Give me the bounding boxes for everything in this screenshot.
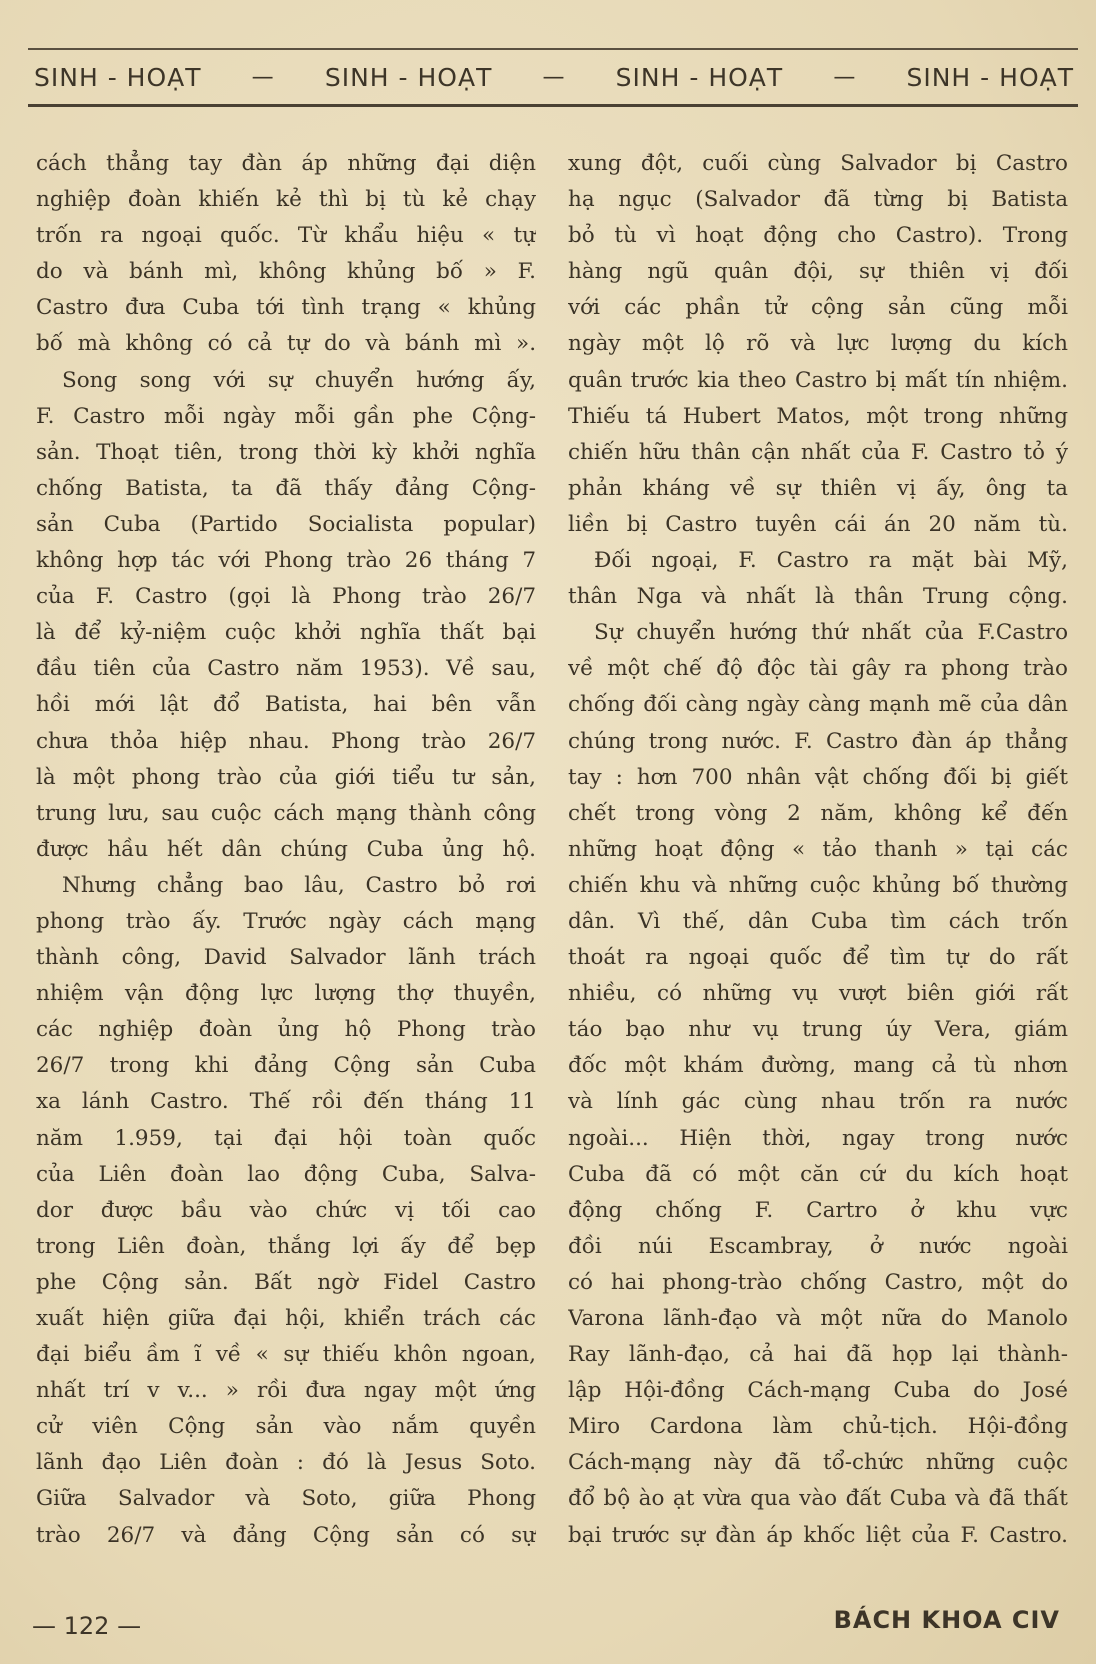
running-header — [34, 60, 1074, 94]
text-line: nhất trí v v... » rồi đưa ngay một ứng — [36, 1378, 536, 1404]
text-line: chết trong vòng 2 năm, không kể đến — [568, 800, 1068, 826]
text-line: dor được bầu vào chức vị tối cao — [36, 1197, 536, 1223]
header-dash: — — [833, 64, 857, 90]
header-item: SINH - HOẠT — [906, 62, 1074, 92]
text-line: hàng ngũ quân đội, sự thiên vị đối — [568, 259, 1068, 285]
text-line: cách thẳng tay đàn áp những đại diện — [36, 151, 536, 176]
text-line: Cách-mạng này đã tổ-chức những cuộc — [568, 1450, 1068, 1476]
text-line: Sự chuyển hướng thứ nhất của F.Castro — [594, 620, 1068, 646]
text-line: phe Cộng sản. Bất ngờ Fidel Castro — [36, 1269, 536, 1295]
text-line: thân Nga và nhất là thân Trung cộng. — [568, 584, 1068, 610]
text-line: phản kháng về sự thiên vị ấy, ông ta — [568, 475, 1068, 501]
text-line: là một phong trào của giới tiểu tư sản, — [36, 764, 536, 790]
text-line: phong trào ấy. Trước ngày cách mạng — [36, 908, 536, 934]
text-line: trào 26/7 và đảng Cộng sản có sự — [36, 1522, 536, 1548]
header-item: SINH - HOẠT — [615, 62, 784, 92]
text-line: sản Cuba (Partido Socialista popular) — [36, 511, 536, 537]
header-item: SINH - HOẠT — [34, 62, 202, 92]
text-line: do và bánh mì, không khủng bố » F. — [36, 259, 536, 285]
right-column — [568, 146, 1068, 1554]
text-line: Ray lãnh-đạo, cả hai đã họp lại thành- — [568, 1342, 1068, 1368]
text-line: chiến hữu thân cận nhất của F. Castro tỏ ý — [568, 439, 1068, 465]
text-line: và lính gác cùng nhau trốn ra nước — [568, 1089, 1068, 1115]
text-line: chưa thỏa hiệp nhau. Phong trào 26/7 — [36, 728, 536, 754]
text-line: xung đột, cuối cùng Salvador bị Castro — [568, 151, 1068, 176]
text-line: sản. Thoạt tiên, trong thời kỳ khởi nghĩa — [36, 439, 536, 465]
header-dash: — — [251, 64, 275, 90]
text-line: những hoạt động « tảo thanh » tại các — [568, 836, 1068, 862]
text-line: 26/7 trong khi đảng Cộng sản Cuba — [36, 1053, 536, 1079]
text-line: năm 1.959, tại đại hội toàn quốc — [36, 1125, 536, 1151]
header-dash: — — [542, 64, 566, 90]
text-line: đại biểu ầm ĩ về « sự thiếu khôn ngoan, — [36, 1342, 536, 1368]
text-line: các nghiệp đoàn ủng hộ Phong trào — [36, 1017, 536, 1043]
text-line: là để kỷ-niệm cuộc khởi nghĩa thất bại — [36, 620, 536, 646]
text-line: đốc một khám đường, mang cả tù nhơn — [568, 1053, 1068, 1079]
text-line: xa lánh Castro. Thế rồi đến tháng 11 — [36, 1089, 536, 1115]
text-line: chống Batista, ta đã thấy đảng Cộng- — [36, 475, 536, 501]
publication-name: BÁCH KHOA CIV — [833, 1606, 1060, 1634]
page-number: — 122 — — [32, 1612, 142, 1640]
text-line: cử viên Cộng sản vào nắm quyền — [36, 1414, 536, 1440]
header-bottom-rule — [28, 104, 1078, 107]
text-line: nhiệm vận động lực lượng thợ thuyền, — [36, 981, 536, 1007]
text-line: hạ ngục (Salvador đã từng bị Batista — [568, 187, 1068, 213]
text-line: đầu tiên của Castro năm 1953). Về sau, — [36, 656, 536, 682]
text-line: trốn ra ngoại quốc. Từ khẩu hiệu « tự — [36, 223, 536, 249]
text-line: bố mà không có cả tự do và bánh mì ». — [36, 331, 536, 357]
text-line: chúng trong nước. F. Castro đàn áp thẳng — [568, 728, 1068, 754]
text-line: xuất hiện giữa đại hội, khiển trách các — [36, 1306, 536, 1331]
text-line: chiến khu và những cuộc khủng bố thường — [568, 872, 1068, 898]
text-line: ngoài... Hiện thời, ngay trong nước — [568, 1125, 1068, 1151]
text-line: liền bị Castro tuyên cái án 20 năm tù. — [568, 511, 1068, 537]
text-line: chống đối càng ngày càng mạnh mẽ của dân — [568, 692, 1068, 718]
text-line: tay : hơn 700 nhân vật chống đối bị giết — [568, 764, 1068, 790]
text-line: bại trước sự đàn áp khốc liệt của F. Castro. — [568, 1522, 1068, 1548]
text-line: của Liên đoàn lao động Cuba, Salva- — [36, 1161, 536, 1187]
text-line: nhiều, có những vụ vượt biên giới rất — [568, 981, 1068, 1007]
text-line: ngày một lộ rõ và lực lượng du kích — [568, 331, 1068, 357]
text-line: được hầu hết dân chúng Cuba ủng hộ. — [36, 836, 536, 862]
text-line: không hợp tác với Phong trào 26 tháng 7 — [36, 548, 536, 574]
text-line: Miro Cardona làm chủ-tịch. Hội-đồng — [568, 1414, 1068, 1440]
text-line: Nhưng chẳng bao lâu, Castro bỏ rơi — [62, 872, 536, 898]
text-line: Cuba đã có một căn cứ du kích hoạt — [568, 1161, 1068, 1187]
text-line: bỏ tù vì hoạt động cho Castro). Trong — [568, 223, 1068, 249]
text-line: đồi núi Escambray, ở nước ngoài — [568, 1233, 1068, 1259]
header-item: SINH - HOẠT — [324, 62, 493, 92]
text-line: dân. Vì thế, dân Cuba tìm cách trốn — [568, 908, 1068, 934]
text-line: Giữa Salvador và Soto, giữa Phong — [36, 1486, 536, 1512]
text-line: đổ bộ ào ạt vừa qua vào đất Cuba và đã thất — [568, 1486, 1068, 1512]
text-line: về một chế độ độc tài gây ra phong trào — [568, 656, 1068, 682]
text-line: lập Hội-đồng Cách-mạng Cuba do José — [568, 1378, 1068, 1404]
text-line: trung lưu, sau cuộc cách mạng thành công — [36, 800, 536, 826]
text-line: lãnh đạo Liên đoàn : đó là Jesus Soto. — [36, 1450, 536, 1476]
text-line: nghiệp đoàn khiến kẻ thì bị tù kẻ chạy — [36, 187, 536, 213]
text-line: động chống F. Cartro ở khu vực — [568, 1197, 1068, 1223]
text-line: của F. Castro (gọi là Phong trào 26/7 — [36, 584, 536, 610]
text-line: F. Castro mỗi ngày mỗi gần phe Cộng- — [36, 403, 536, 429]
left-column — [36, 146, 536, 1554]
text-line: táo bạo như vụ trung úy Vera, giám — [568, 1017, 1068, 1043]
text-line: Đối ngoại, F. Castro ra mặt bài Mỹ, — [594, 548, 1068, 574]
text-line: Castro đưa Cuba tới tình trạng « khủng — [36, 295, 536, 321]
text-line: Song song với sự chuyển hướng ấy, — [62, 367, 536, 393]
text-line: thoát ra ngoại quốc để tìm tự do rất — [568, 945, 1068, 971]
header-top-rule — [28, 48, 1078, 50]
text-line: Thiếu tá Hubert Matos, một trong những — [568, 403, 1068, 429]
text-line: Varona lãnh-đạo và một nữa do Manolo — [568, 1306, 1068, 1331]
text-line: với các phần tử cộng sản cũng mỗi — [568, 295, 1068, 321]
text-line: hồi mới lật đổ Batista, hai bên vẫn — [36, 692, 536, 718]
text-line: trong Liên đoàn, thắng lợi ấy để bẹp — [36, 1233, 536, 1259]
text-line: có hai phong-trào chống Castro, một do — [568, 1269, 1068, 1295]
text-line: quân trước kia theo Castro bị mất tín nhiệm. — [568, 367, 1068, 393]
text-line: thành công, David Salvador lãnh trách — [36, 945, 536, 971]
